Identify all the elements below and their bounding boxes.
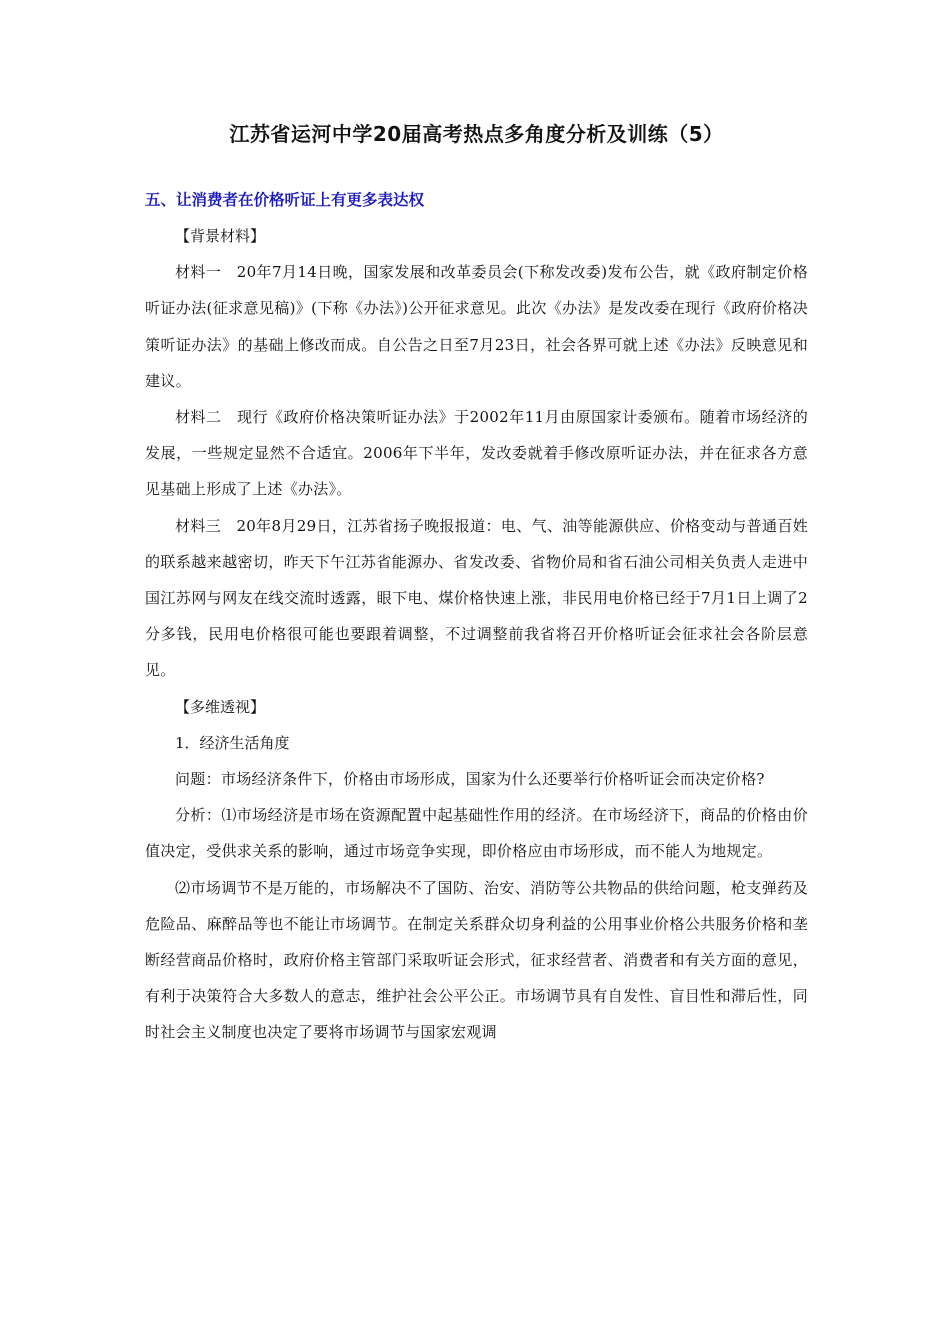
angle-heading: 1．经济生活角度: [175, 733, 290, 752]
material-two: 材料二 现行《政府价格决策听证办法》于2002年11月由原国家计委颁布。随着市场经济的发展，一些规定显然不合适宜。2006年下半年，发改委就着手修改原听证办法，并在征求各方意见基础上形成了上述《办法》。: [145, 408, 808, 499]
background-label: 【背景材料】: [175, 227, 266, 245]
analysis-paragraph-1: 分析：⑴市场经济是市场在资源配置中起基础性作用的经济。在市场经济下，商品的价格由价值决定，受供求关系的影响，通过市场竞争实现，即价格应由市场形成，而不能人为地规定。: [145, 806, 808, 861]
question-paragraph: 问题：市场经济条件下，价格由市场形成，国家为什么还要举行价格听证会而决定价格?: [175, 770, 765, 789]
perspective-label: 【多维透视】: [175, 697, 266, 716]
material-three: 材料三 20年8月29日，江苏省扬子晚报报道：电、气、油等能源供应、价格变动与普通百姓的联系越来越密切，昨天下午江苏省能源办、省发改委、省物价局和省石油公司相关负责人走进中国江苏网与网友在线交流时透露，眼下电、煤价格快速上涨，非民用电价格已经于7月1日上调了2分多钱，民用电价格很可能也要跟着调整，不过调整前我省将召开价格听证会征求社会各阶层意见。: [145, 516, 808, 680]
document-page: [145, 118, 808, 1051]
analysis-paragraph-2: ⑵市场调节不是万能的，市场解决不了国防、治安、消防等公共物品的供给问题，枪支弹药及危险品、麻醉品等也不能让市场调节。在制定关系群众切身利益的公用事业价格公共服务价格和垄断经营商品价格时，政府价格主管部门采取听证会形式，征求经营者、消费者和有关方面的意见，有利于决策符合大多数人的意志，维护社会公平公正。市场调节具有自发性、盲目性和滞后性，同时社会主义制度也决定了要将市场调节与国家宏观调: [145, 878, 808, 1042]
document-title: 江苏省运河中学20届高考热点多角度分析及训练（5）: [229, 122, 724, 146]
material-one: 材料一 20年7月14日晚，国家发展和改革委员会(下称发改委)发布公告，就《政府制定价格听证办法(征求意见稿)》(下称《办法》)公开征求意见。此次《办法》是发改委在现行《政府价格决策听证办法》的基础上修改而成。自公告之日至7月23日，社会各界可就上述《办法》反映意见和建议。: [145, 263, 808, 390]
section-heading: 五、让消费者在价格听证上有更多表达权: [145, 191, 425, 209]
